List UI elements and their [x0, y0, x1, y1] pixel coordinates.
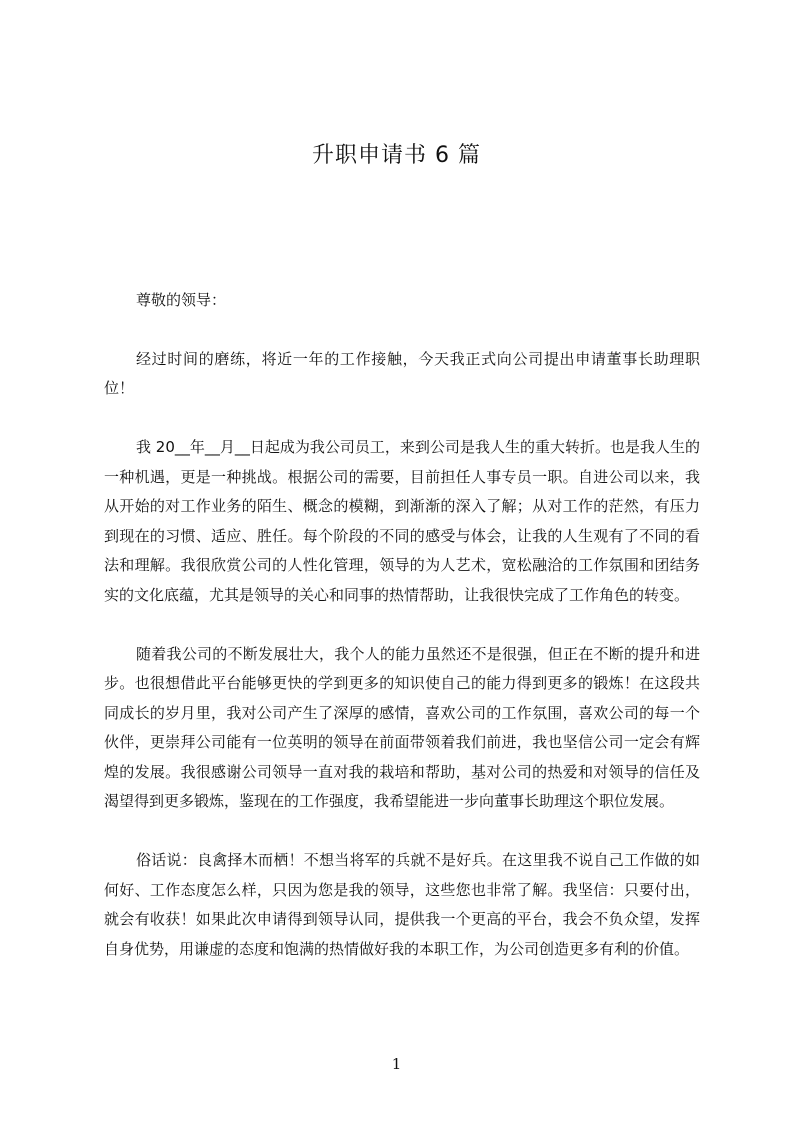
page-number: 1 — [391, 1055, 402, 1073]
paragraph-2: 我 20__年__月__日起成为我公司员工，来到公司是我人生的重大转折。也是我人生的一种机遇，更是一种挑战。根据公司的需要，目前担任人事专员一职。自进公司以来，我从开始的对工作业务的陌生、概念的模糊，到渐渐的深入了解；从对工作的茫然，有压力到现在的习惯、适应、胜任。每个阶段的不同的感受与体会，让我的人生观有了不同的看法和理解。我很欣赏公司的人性化管理，领导的为人艺术，宽松融洽的工作氛围和团结务实的文化底蕴，尤其是领导的关心和同事的热情帮助，让我很快完成了工作角色的转变。 — [104, 438, 700, 604]
salutation: 尊敬的领导： — [136, 291, 227, 309]
paragraph-1: 经过时间的磨练，将近一年的工作接触，今天我正式向公司提出申请董事长助理职位！ — [104, 349, 700, 397]
paragraph-3: 随着我公司的不断发展壮大，我个人的能力虽然还不是很强，但正在不断的提升和进步。也很想借此平台能够更快的学到更多的知识使自己的能力得到更多的锻炼！在这段共同成长的岁月里，我对公司产生了深厚的感情，喜欢公司的工作氛围，喜欢公司的每一个伙伴，更崇拜公司能有一位英明的领导在前面带领着我们前进，我也坚信公司一定会有辉煌的发展。我很感谢公司领导一直对我的栽培和帮助，基对公司的热爱和对领导的信任及渴望得到更多锻炼，鉴现在的工作强度，我希望能进一步向董事长助理这个职位发展。 — [104, 644, 700, 810]
paragraph-4: 俗话说：良禽择木而栖！不想当将军的兵就不是好兵。在这里我不说自己工作做的如何好、工作态度怎么样，只因为您是我的领导，这些您也非常了解。我坚信：只要付出，就会有收获！如果此次申请得到领导认同，提供我一个更高的平台，我会不负众望，发挥自身优势，用谦虚的态度和饱满的热情做好我的本职工作，为公司创造更多有利的价值。 — [104, 851, 700, 958]
document-body — [104, 286, 700, 964]
page-title: 升职申请书 6 篇 — [312, 143, 481, 168]
